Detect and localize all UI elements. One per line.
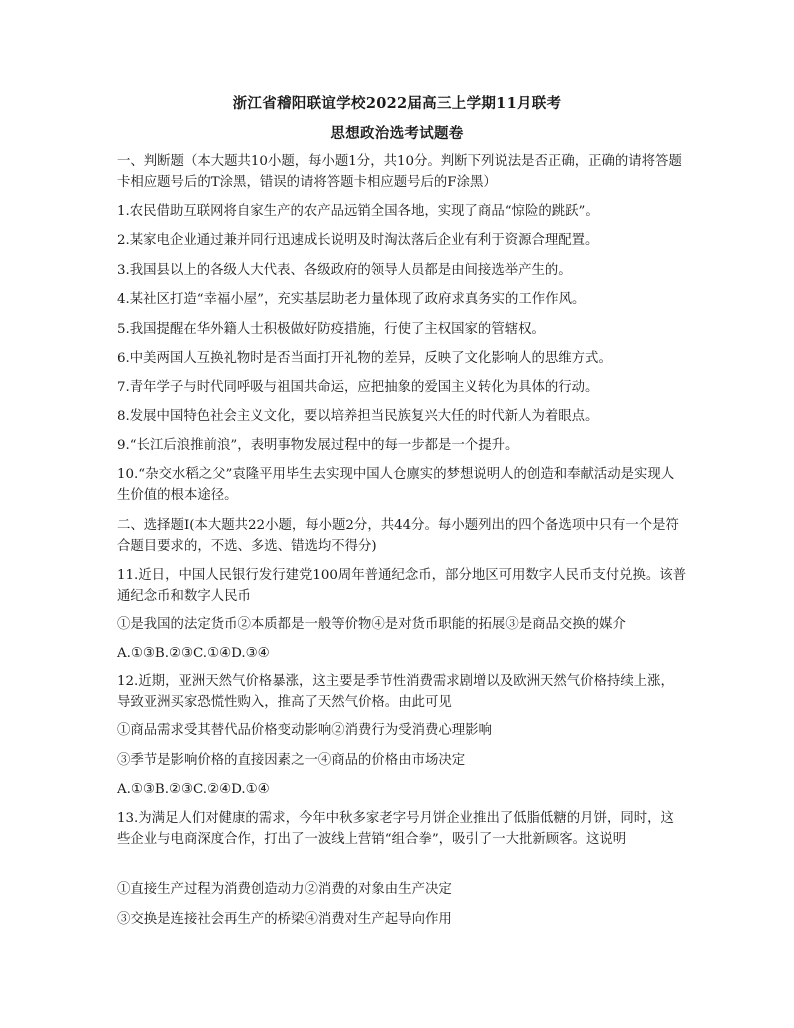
page-title: 浙江省稽阳联谊学校2022届高三上学期11月联考 [232,95,562,112]
judgement-item-7: 7.青年学子与时代同呼吸与祖国共命运，应把抽象的爱国主义转化为具体的行动。 [117,380,599,395]
judgement-item-6: 6.中美两国人互换礼物时是否当面打开礼物的差异，反映了文化影响人的思维方式。 [117,351,612,366]
question-12-options-1: ①商品需求受其替代品价格变动影响②消费行为受消费心理影响 [117,723,492,738]
judgement-item-2: 2.某家电企业通过兼并同行迅速成长说明及时淘汰落后企业有利于资源合理配置。 [117,233,599,248]
question-13-options-1: ①直接生产过程为消费创造动力②消费的对象由生产决定 [117,882,452,897]
page-subtitle: 思想政治选考试题卷 [330,125,464,142]
judgement-item-10: 10.“杂交水稻之父”袁隆平用毕生去实现中国人仓廪实的梦想说明人的创造和奉献活动是实现人生价值的根本途径。 [117,467,675,503]
question-11-stem: 11.近日，中国人民银行发行建党100周年普通纪念币，部分地区可用数字人民币支付兑换。该普通纪念币和数字人民币 [117,568,687,604]
judgement-item-4: 4.某社区打造“幸福小屋”，充实基层助老力量体现了政府求真务实的工作作风。 [117,292,586,307]
judgement-item-1: 1.农民借助互联网将自家生产的农产品远销全国各地，实现了商品“惊险的跳跃”。 [117,204,599,219]
section1-heading: 一、判断题（本大题共10小题，每小题1分，共10分。判断下列说法是否正确，正确的请将答题卡相应题号后的T涂黑，错误的请将答题卡相应题号后的F涂黑） [117,154,682,190]
question-11-options: ①是我国的法定货币②本质都是一般等价物④是对货币职能的拓展③是商品交换的媒介 [117,617,626,632]
judgement-item-8: 8.发展中国特色社会主义文化，要以培养担当民族复兴大任的时代新人为着眼点。 [117,409,599,424]
question-13-options-2: ③交换是连接社会再生产的桥梁④消费对生产起导向作用 [117,912,452,927]
judgement-item-9: 9.“长江后浪推前浪”，表明事物发展过程中的每一步都是一个提升。 [117,438,519,453]
question-11-answers: A.①③B.②③C.①④D.③④ [117,646,270,661]
question-12-answers: A.①③B.②③C.②④D.①④ [117,782,270,797]
judgement-item-5: 5.我国提醒在华外籍人士积极做好防疫措施，行使了主权国家的管辖权。 [117,322,545,337]
judgement-item-3: 3.我国县以上的各级人大代表、各级政府的领导人员都是由间接选举产生的。 [117,263,572,278]
question-12-stem: 12.近期，亚洲天然气价格暴涨，这主要是季节性消费需求剧增以及欧洲天然气价格持续上涨，导致亚洲买家恐慌性购入，推高了天然气价格。由此可见 [117,674,674,710]
section2-heading: 二、选择题Ⅰ(本大题共22小题，每小题2分，共44分。每小题列出的四个备选项中只有一个是符合题目要求的，不选、多选、错选均不得分) [117,518,679,554]
question-13-stem: 13.为满足人们对健康的需求，今年中秋多家老字号月饼企业推出了低脂低糖的月饼，同时，这些企业与电商深度合作，打出了一波线上营销“组合拳”，吸引了一大批新顾客。这说明 [117,811,674,847]
question-12-options-2: ③季节是影响价格的直接因素之一④商品的价格由市场决定 [117,753,466,768]
